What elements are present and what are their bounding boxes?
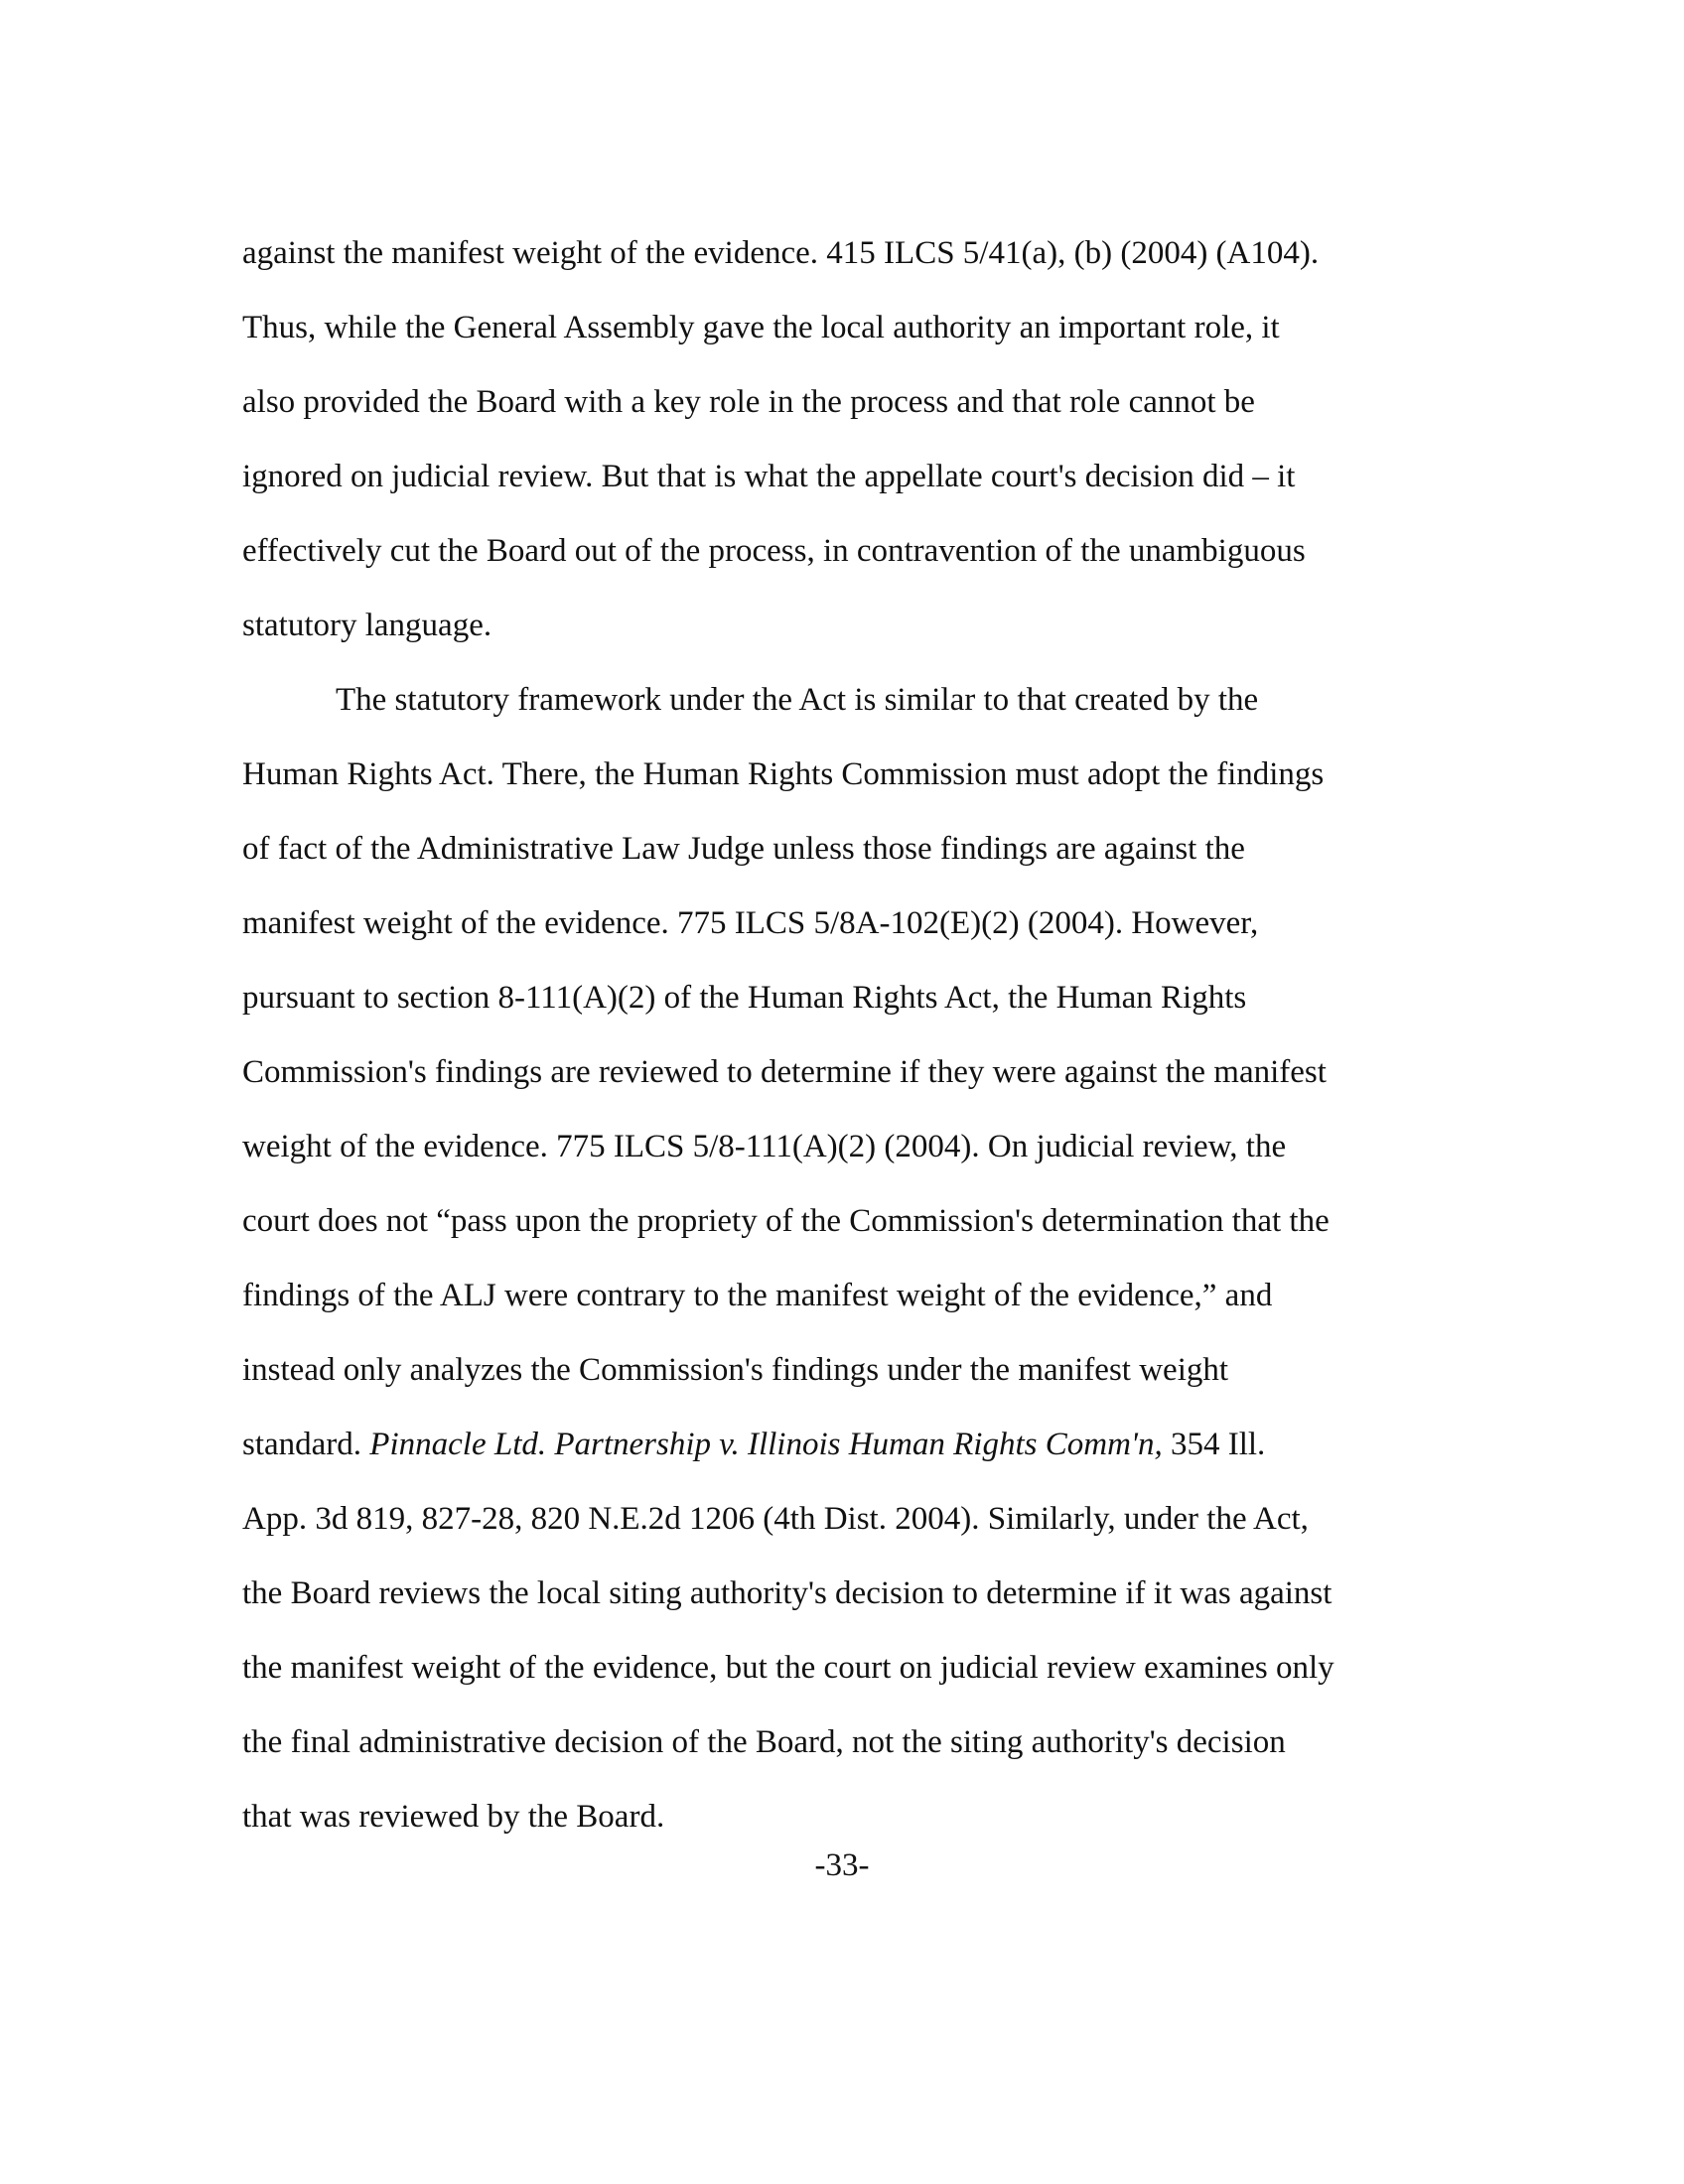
paragraph-2-line-10: instead only analyzes the Commission's findings under the manifest weight (242, 1352, 1229, 1388)
paragraph-2-citation-line (242, 1408, 1456, 1482)
paragraph-1-line-1: against the manifest weight of the evidence. 415 ILCS 5/41(a), (b) (2004) (A104). (242, 235, 1320, 271)
page-number: -33- (814, 1847, 870, 1883)
paragraph-2-line-14: the manifest weight of the evidence, but the court on judicial review examines only (242, 1650, 1334, 1686)
paragraph-2-line-5: pursuant to section 8-111(A)(2) of the Human Rights Act, the Human Rights (242, 980, 1247, 1016)
paragraph-1-line-3: also provided the Board with a key role in the process and that role cannot be (242, 384, 1255, 420)
paragraph-2-line-2: Human Rights Act. There, the Human Rights Commission must adopt the findings (242, 756, 1325, 792)
citation-lead-text: standard. (242, 1427, 370, 1462)
paragraph-2-line-3: of fact of the Administrative Law Judge unless those findings are against the (242, 831, 1245, 867)
case-name-citation: Pinnacle Ltd. Partnership v. Illinois Human Rights Comm'n, (369, 1427, 1163, 1462)
paragraph-2-line-4: manifest weight of the evidence. 775 ILCS 5/8A-102(E)(2) (2004). However, (242, 905, 1259, 941)
paragraph-1-line-6: statutory language. (242, 608, 492, 643)
paragraph-1-line-4: ignored on judicial review. But that is what the appellate court's decision did – it (242, 459, 1296, 494)
paragraph-2-line-7: weight of the evidence. 775 ILCS 5/8-111(A)(2) (2004). On judicial review, the (242, 1129, 1287, 1164)
paragraph-2-line-8: court does not “pass upon the propriety of the Commission's determination that the (242, 1203, 1330, 1239)
paragraph-2-line-6: Commission's findings are reviewed to determine if they were against the manifest (242, 1054, 1327, 1090)
body-text (242, 216, 1456, 1854)
paragraph-2-line-16: that was reviewed by the Board. (242, 1799, 665, 1835)
paragraph-2-line-9: findings of the ALJ were contrary to the manifest weight of the evidence,” and (242, 1278, 1273, 1313)
paragraph-1-line-2: Thus, while the General Assembly gave the local authority an important role, it (242, 310, 1280, 345)
paragraph-1-line-5: effectively cut the Board out of the process, in contravention of the unambiguous (242, 533, 1306, 569)
paragraph-2-line-1: The statutory framework under the Act is similar to that created by the (336, 682, 1259, 718)
paragraph-2-line-12: App. 3d 819, 827-28, 820 N.E.2d 1206 (4th Dist. 2004). Similarly, under the Act, (242, 1501, 1309, 1537)
citation-reporter-text: 354 Ill. (1162, 1427, 1266, 1462)
paragraph-2-line-13: the Board reviews the local siting authority's decision to determine if it was against (242, 1575, 1333, 1611)
paragraph-2-line-15: the final administrative decision of the Board, not the siting authority's decision (242, 1724, 1286, 1760)
